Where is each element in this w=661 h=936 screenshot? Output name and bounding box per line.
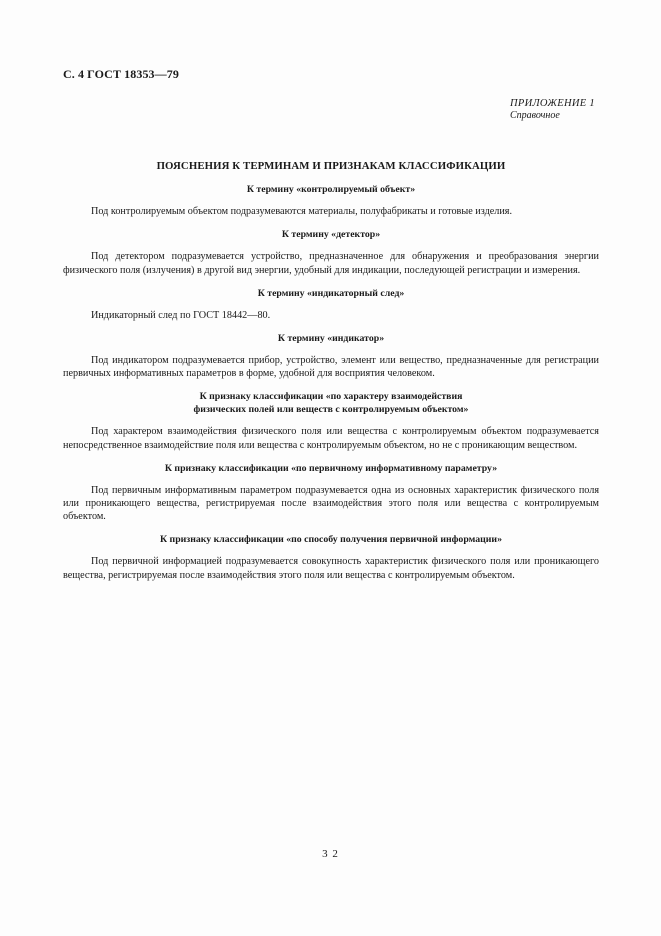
section-heading-line: К термину «индикатор» [277, 333, 385, 345]
section-heading [63, 462, 599, 475]
appendix-type: Справочное [510, 110, 560, 121]
section-text: Под индикатором подразумевается прибор, устройство, элемент или вещество, предназначенные для регистрации первичных информативных параметров в форме, удобной для восприятия человеком. [63, 355, 599, 380]
section-heading-line: К признаку классификации «по первичному информативному параметру» [164, 462, 498, 474]
section-detector [63, 228, 599, 276]
section-heading [63, 533, 599, 546]
document-header: С. 4 ГОСТ 18353—79 [63, 67, 179, 81]
section-text: Под первичным информативным параметром подразумевается одна из основных характеристик физического поля или проникающего вещества, регистрируемая после взаимодействия этого поля или вещества с контролируемым объектом. [63, 484, 599, 523]
section-text: Под характером взаимодействия физического поля или вещества с контролируемым объектом подразумевается непосредственное взаимодействие поля или вещества с контролируемым объектом, но не с проникающим веществом. [63, 426, 599, 451]
section-heading [63, 228, 599, 241]
section-heading-line: К признаку классификации «по характеру взаимодействия [199, 391, 463, 403]
section-interaction-character [63, 390, 599, 451]
appendix-label [510, 98, 595, 122]
document-body [63, 160, 599, 592]
section-text: Индикаторный след по ГОСТ 18442—80. [91, 309, 271, 321]
section-primary-information [63, 533, 599, 581]
page-title: ПОЯСНЕНИЯ К ТЕРМИНАМ И ПРИЗНАКАМ КЛАССИФИКАЦИИ [156, 160, 506, 172]
section-text: Под детектором подразумевается устройство, предназначенное для обнаружения и преобразования энергии физического поля (излучения) в другой вид энергии, удобный для индикации, последующей регистрации и измерения. [63, 251, 599, 276]
page-number: 3 2 [322, 848, 339, 860]
section-heading-line: К термину «индикаторный след» [257, 287, 405, 299]
section-primary-parameter [63, 462, 599, 524]
appendix-number: ПРИЛОЖЕНИЕ 1 [510, 98, 595, 109]
section-indicator-trace [63, 287, 599, 322]
section-text: Под первичной информацией подразумевается совокупность характеристик физического поля или проникающего вещества, регистрируемая после взаимодействия этого поля или вещества с контролируемым объектом. [63, 556, 599, 581]
section-heading [63, 183, 599, 196]
section-heading-line: К термину «контролируемый объект» [246, 184, 416, 196]
section-heading [63, 390, 599, 416]
section-heading [63, 287, 599, 300]
section-text: Под контролируемым объектом подразумеваются материалы, полуфабрикаты и готовые изделия. [91, 206, 513, 218]
section-heading [63, 332, 599, 345]
section-heading-line: К признаку классификации «по способу получения первичной информации» [160, 534, 502, 546]
section-heading-line: физических полей или веществ с контролируемым объектом» [193, 404, 469, 416]
section-controlled-object [63, 183, 599, 218]
section-heading-line: К термину «детектор» [281, 229, 381, 241]
section-indicator [63, 332, 599, 380]
